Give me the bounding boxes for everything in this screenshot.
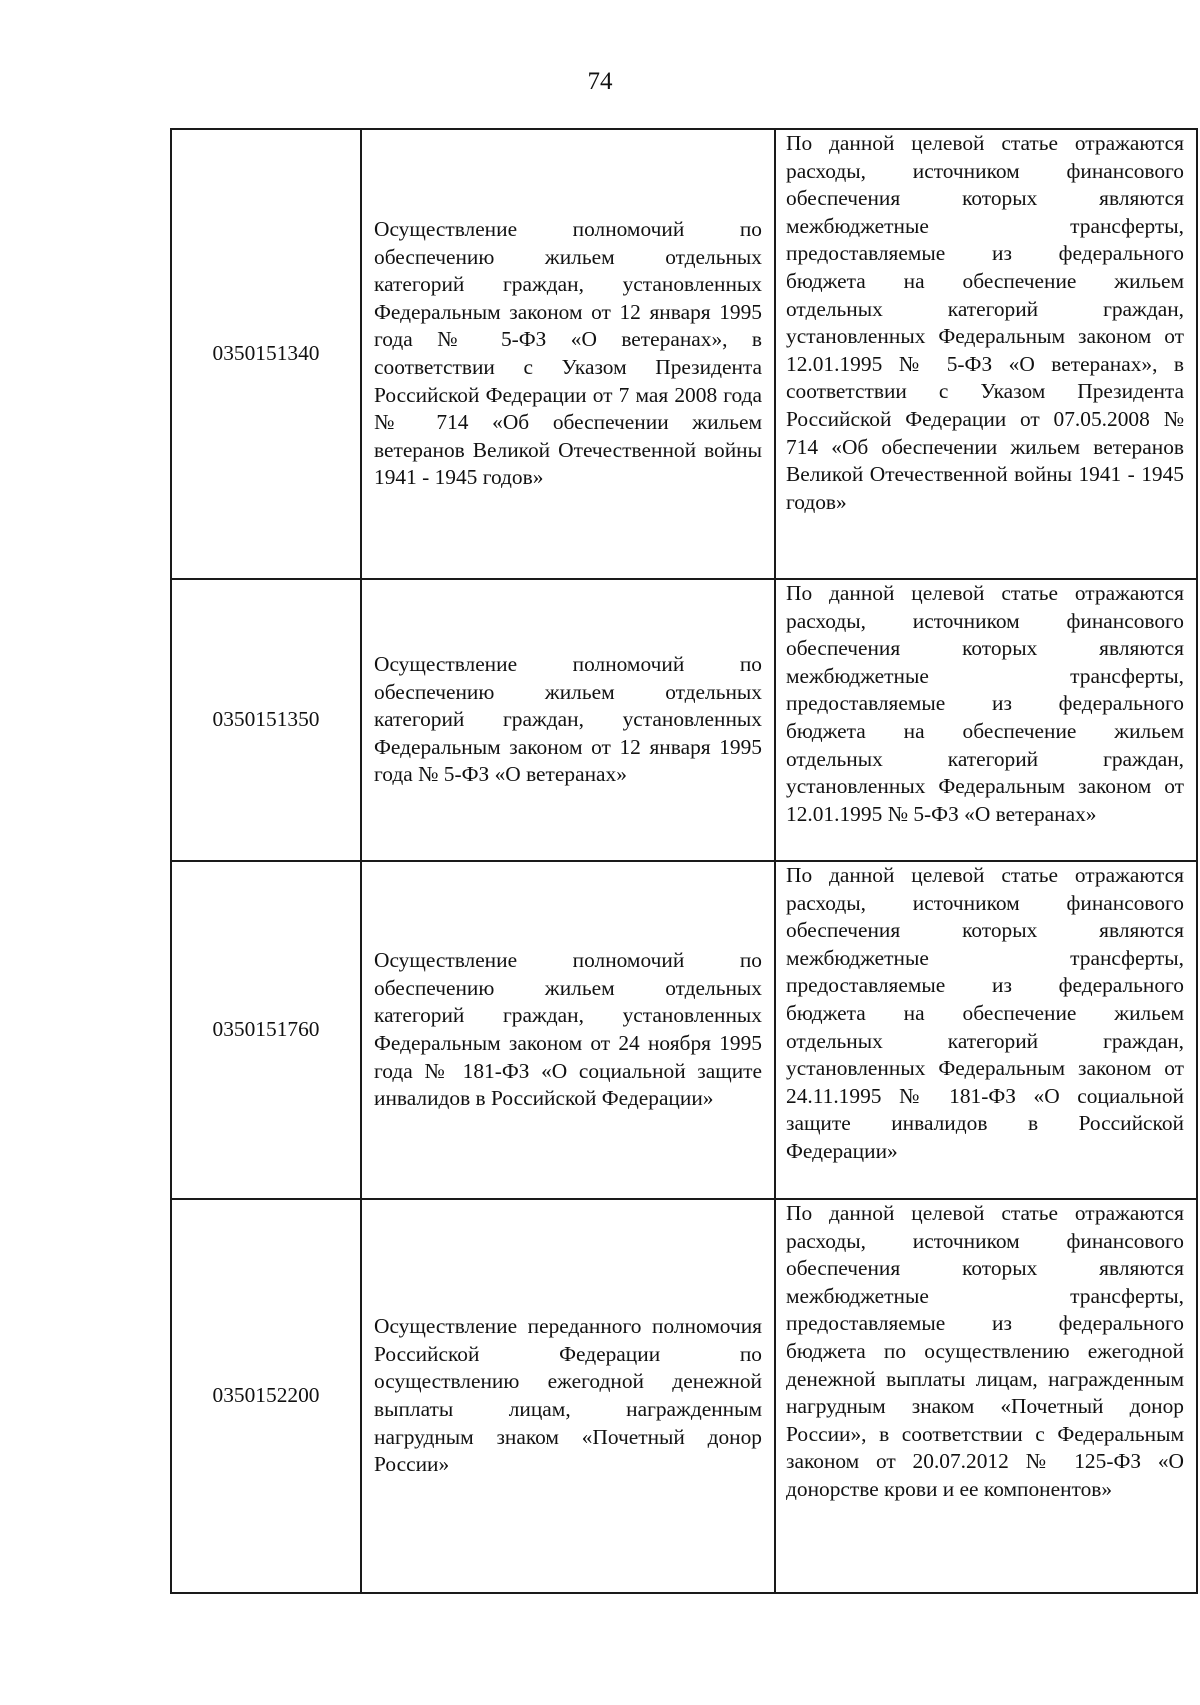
- table-row: [171, 129, 1197, 579]
- page-number: 74: [587, 68, 613, 95]
- name-cell: [361, 129, 775, 579]
- name-cell: [361, 861, 775, 1199]
- name-text: Осуществление полномочий по обеспечению жильем отдельных категорий граждан, установленных Федеральным законом от 24 ноября 1995 года № 181-ФЗ «О социальной защите инвалидов в Российской Федерации»: [374, 948, 762, 1111]
- table-row: [171, 1199, 1197, 1593]
- name-cell: [361, 579, 775, 861]
- description-cell: [775, 129, 1197, 579]
- description-text: По данной целевой статье отражаются расходы, источником финансового обеспечения которых являются межбюджетные трансферты, предоставляемые из федерального бюджета на обеспечение жильем отдельных категорий граждан, установленных Федеральным законом от 12.01.1995 № 5-ФЗ «О ветеранах», в соответствии с Указом Президента Российской Федерации от 07.05.2008 № 714 «Об обеспечении жильем ветеранов Великой Отечественной войны 1941 - 1945 годов»: [786, 131, 1184, 514]
- code-value: 0350151340: [212, 341, 320, 366]
- code-cell: [171, 579, 361, 861]
- name-text: Осуществление полномочий по обеспечению жильем отдельных категорий граждан, установленных Федеральным законом от 12 января 1995 года № 5-ФЗ «О ветеранах», в соответствии с Указом Президента Российской Федерации от 7 мая 2008 года № 714 «Об обеспечении жильем ветеранов Великой Отечественной войны 1941 - 1945 годов»: [374, 217, 762, 490]
- table-row: [171, 861, 1197, 1199]
- name-text: Осуществление полномочий по обеспечению жильем отдельных категорий граждан, установленных Федеральным законом от 12 января 1995 года № 5-ФЗ «О ветеранах»: [374, 652, 762, 787]
- description-cell: [775, 579, 1197, 861]
- description-text: По данной целевой статье отражаются расходы, источником финансового обеспечения которых являются межбюджетные трансферты, предоставляемые из федерального бюджета на обеспечение жильем отдельных категорий граждан, установленных Федеральным законом от 24.11.1995 № 181-ФЗ «О социальной защите инвалидов в Российской Федерации»: [786, 863, 1184, 1163]
- description-cell: [775, 861, 1197, 1199]
- budget-code-table: [170, 128, 1198, 1594]
- name-cell: [361, 1199, 775, 1593]
- code-cell: [171, 129, 361, 579]
- description-text: По данной целевой статье отражаются расходы, источником финансового обеспечения которых являются межбюджетные трансферты, предоставляемые из федерального бюджета на обеспечение жильем отдельных категорий граждан, установленных Федеральным законом от 12.01.1995 № 5-ФЗ «О ветеранах»: [786, 581, 1184, 826]
- code-cell: [171, 1199, 361, 1593]
- code-value: 0350151350: [212, 707, 320, 732]
- code-value: 0350152200: [212, 1383, 320, 1408]
- table-row: [171, 579, 1197, 861]
- code-cell: [171, 861, 361, 1199]
- code-value: 0350151760: [212, 1017, 320, 1042]
- description-text: По данной целевой статье отражаются расходы, источником финансового обеспечения которых являются межбюджетные трансферты, предоставляемые из федерального бюджета по осуществлению ежегодной денежной выплаты лицам, награжденным нагрудным знаком «Почетный донор России», в соответствии с Федеральным законом от 20.07.2012 № 125-ФЗ «О донорстве крови и ее компонентов»: [786, 1201, 1184, 1501]
- name-text: Осуществление переданного полномочия Российской Федерации по осуществлению ежегодной денежной выплаты лицам, награжденным нагрудным знаком «Почетный донор России»: [374, 1314, 762, 1477]
- description-cell: [775, 1199, 1197, 1593]
